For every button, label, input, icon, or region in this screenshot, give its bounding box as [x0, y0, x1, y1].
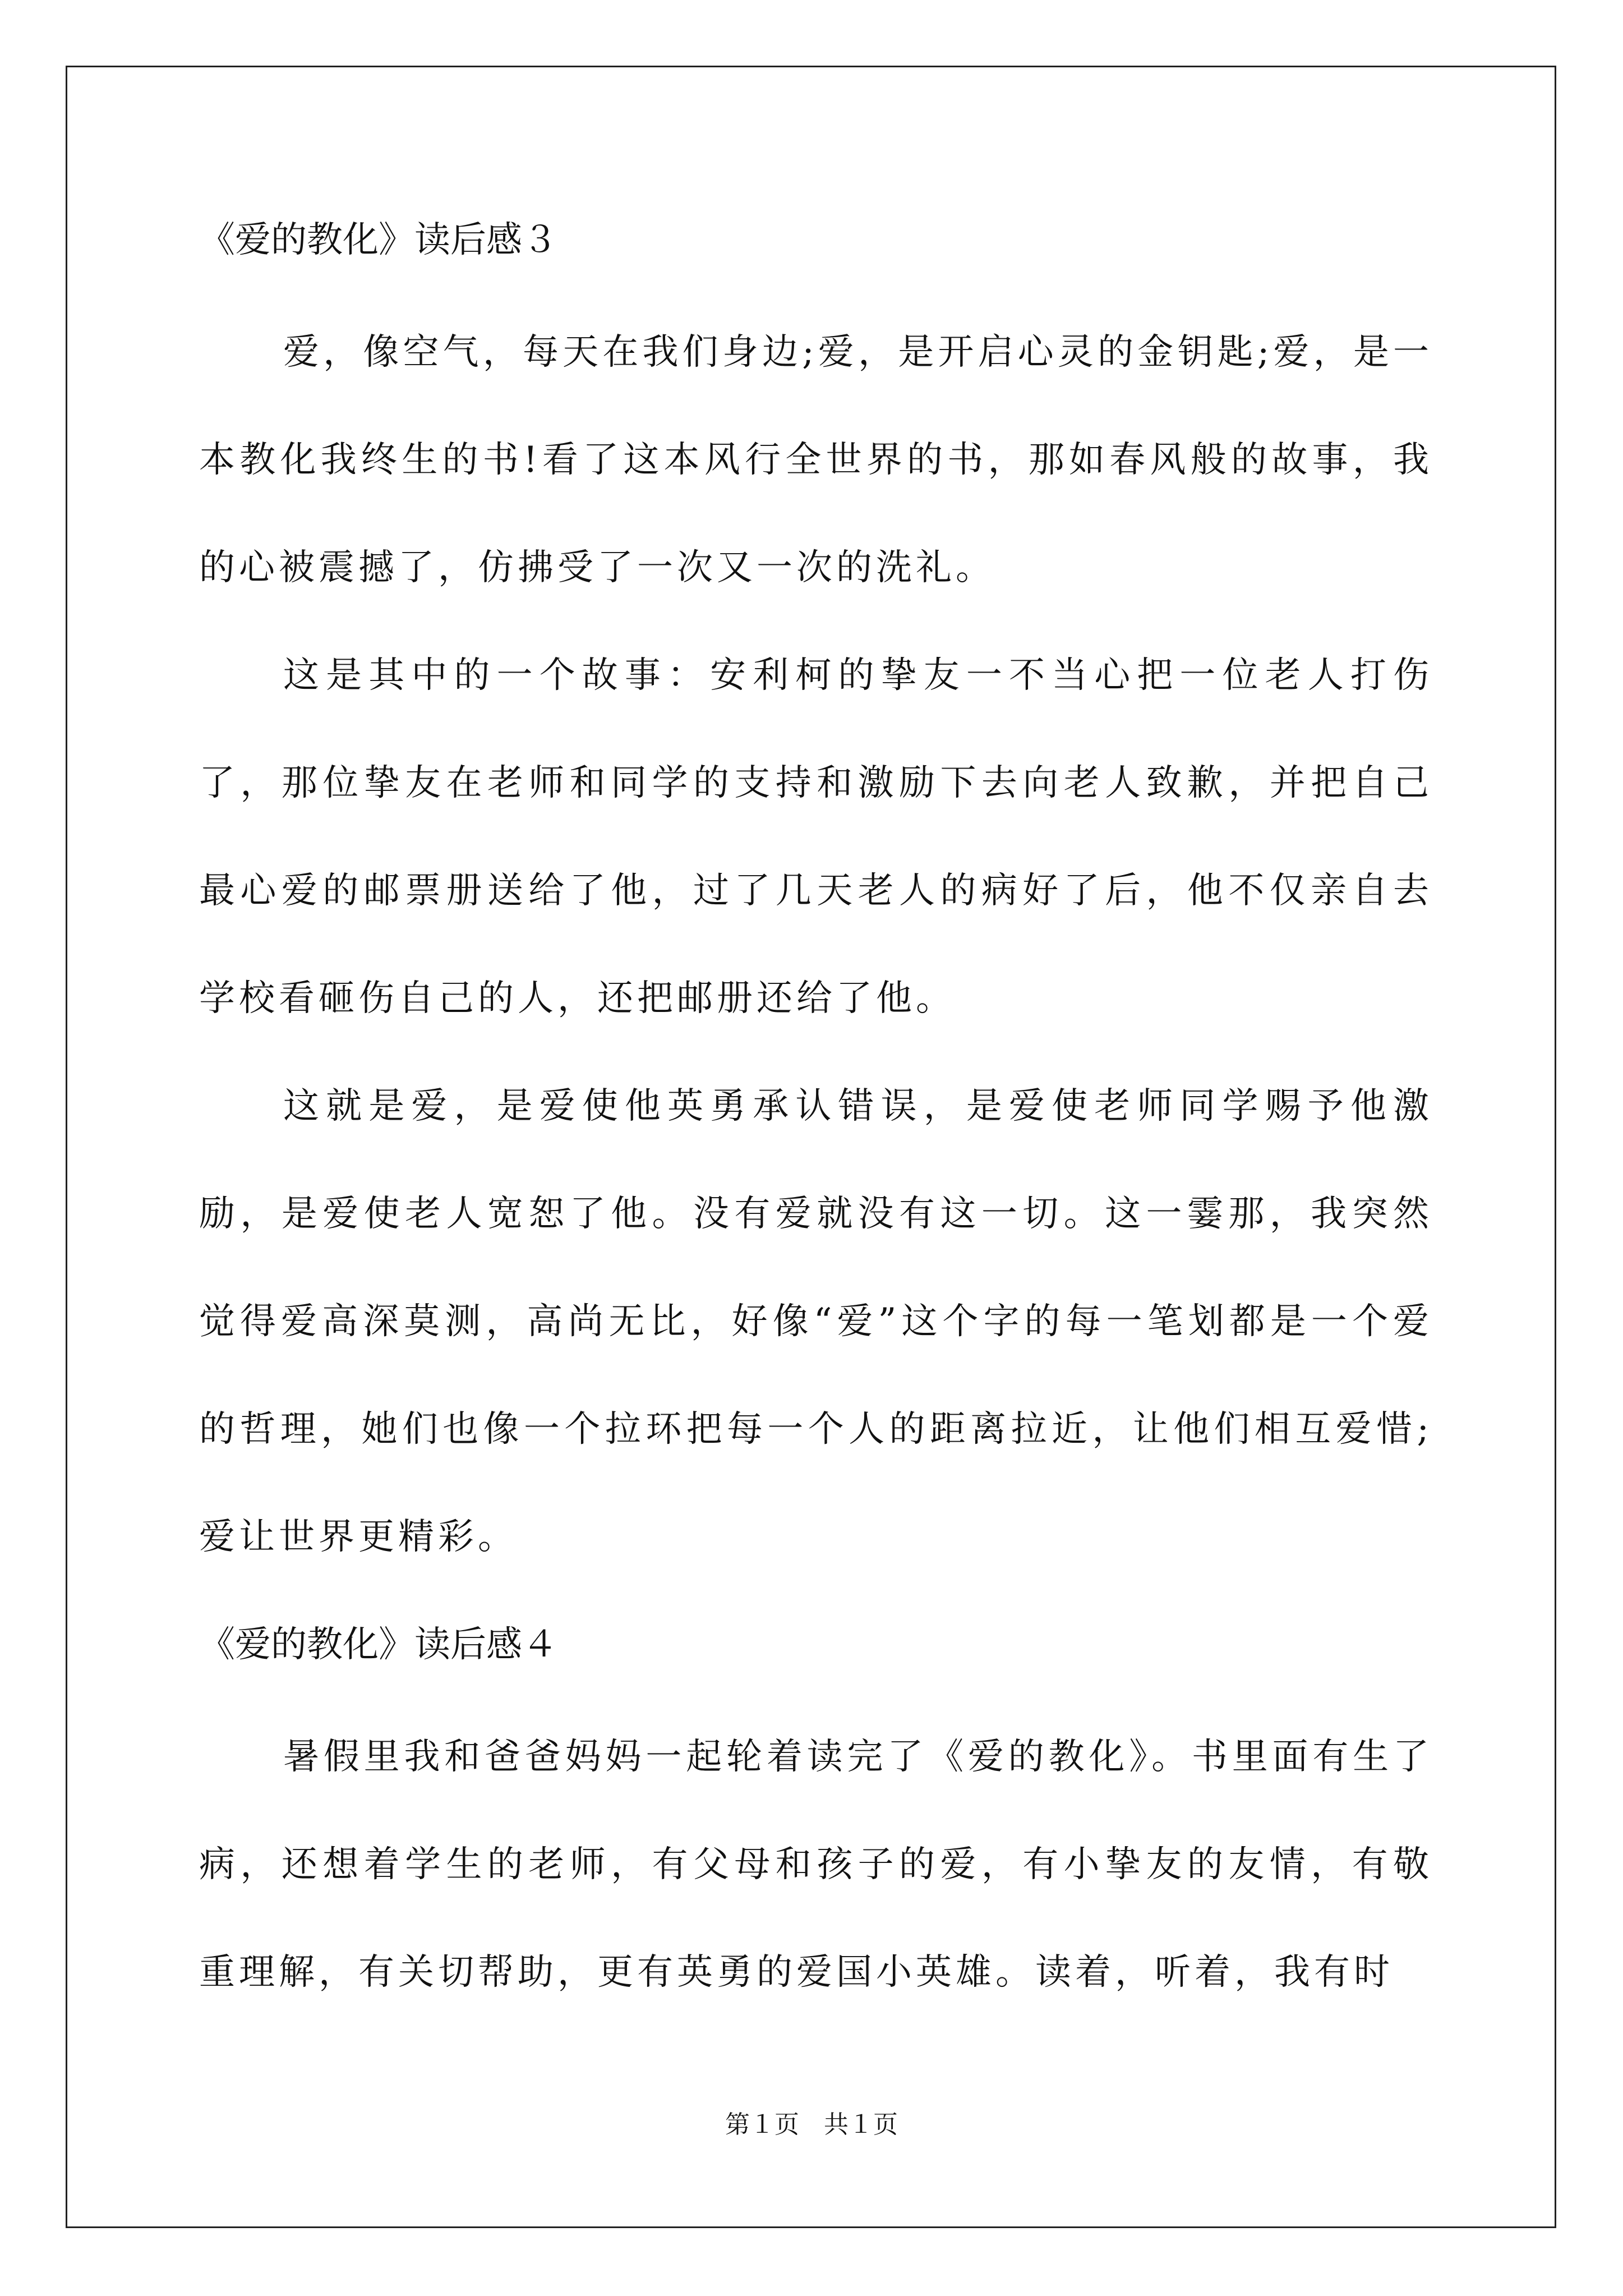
page-footer: 第１页 共１页	[725, 2110, 898, 2139]
section-title: 《爱的教化》读后感４	[199, 1624, 558, 1665]
section-title: 《爱的教化》读后感３	[199, 219, 558, 261]
paragraph: 这是其中的一个故事：安利柯的挚友一不当心把一位老人打伤了，那位挚友在老师和同学的支持和激励下去向老人致歉，并把自己最心爱的邮票册送给了他，过了几天老人的病好了后，他不仅亲自去学校看砸伤自己的人，还把邮册还给了他。	[199, 655, 1433, 1019]
paragraph: 爱，像空气，每天在我们身边;爱，是开启心灵的金钥匙;爱，是一本教化我终生的书!看了这本风行全世界的书，那如春风般的故事，我的心被震撼了，仿拂受了一次又一次的洗礼。	[199, 332, 1433, 588]
document-body	[199, 213, 1433, 2026]
paragraph: 暑假里我和爸爸妈妈一起轮着读完了《爱的教化》。书里面有生了病，还想着学生的老师，有父母和孩子的爱，有小挚友的友情，有敬重理解，有关切帮助，更有英勇的爱国小英雄。读着，听着，我有时	[199, 1736, 1433, 1993]
paragraph: 这就是爱，是爱使他英勇承认错误，是爱使老师同学赐予他激励，是爱使老人宽恕了他。没有爱就没有这一切。这一霎那，我突然觉得爱高深莫测，高尚无比，好像“爱”这个字的每一笔划都是一个爱的哲理，她们也像一个拉环把每一个人的距离拉近，让他们相互爱惜;爱让世界更精彩。	[199, 1085, 1433, 1558]
